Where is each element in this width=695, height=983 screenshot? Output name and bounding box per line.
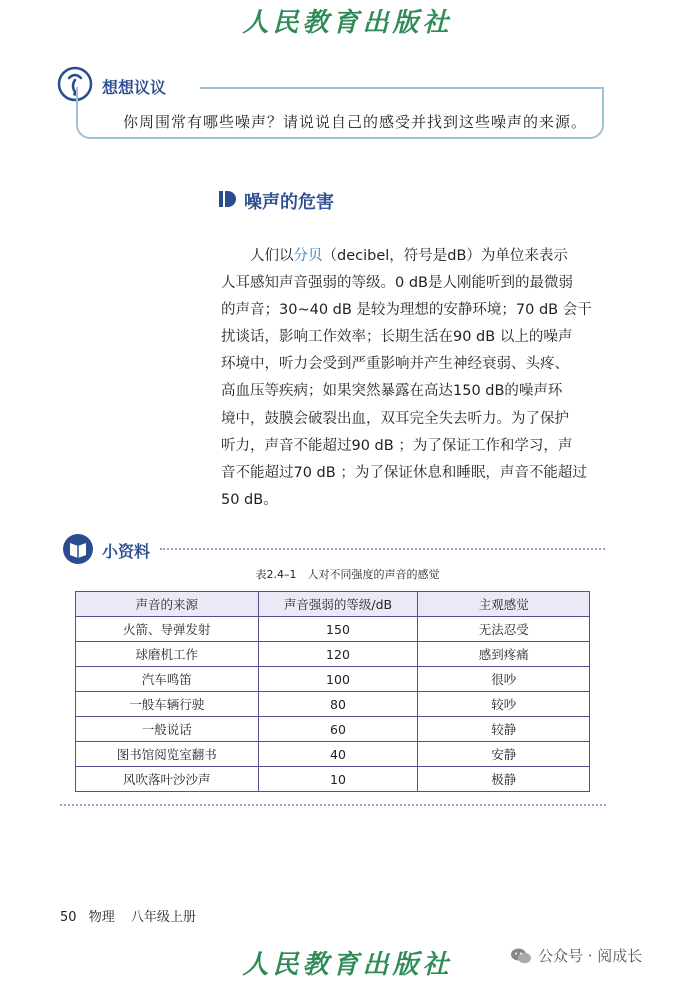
- paragraph-line: 50 dB。: [221, 491, 278, 508]
- column-header: 声音强弱的等级/dB: [258, 592, 418, 617]
- think-discuss-title: 想想议议: [102, 78, 167, 97]
- paragraph-text: 人们以: [250, 248, 294, 264]
- column-header: 主观感觉: [418, 592, 590, 617]
- table-cell: 感到疼痛: [418, 642, 590, 667]
- table-cell: 60: [258, 717, 418, 742]
- paragraph-line: 境中，鼓膜会破裂出血，双耳完全失去听力。为了保护: [221, 410, 569, 427]
- paragraph-line: 的声音；30~40 dB 是较为理想的安静环境；70 dB 会干: [221, 302, 592, 319]
- wechat-icon: [510, 947, 532, 965]
- table-row: [76, 717, 590, 742]
- paragraph-line: 高血压等疾病；如果突然暴露在高达150 dB的噪声环: [221, 383, 563, 400]
- info-title: 小资料: [102, 542, 151, 561]
- table-cell: 较吵: [418, 692, 590, 717]
- table-cell: 球磨机工作: [76, 642, 259, 667]
- column-header: 声音的来源: [76, 592, 259, 617]
- table-cell: 风吹落叶沙沙声: [76, 767, 259, 792]
- table-cell: 一般车辆行驶: [76, 692, 259, 717]
- book-icon: [61, 533, 95, 565]
- key-term-decibel: 分贝: [293, 248, 323, 264]
- paragraph-line: 环境中，听力会受到严重影响并产生神经衰弱、头疼、: [221, 356, 569, 373]
- table-cell: 10: [258, 767, 418, 792]
- paragraph-line: 人耳感知声音强弱的等级。0 dB是人刚能听到的最微弱: [221, 275, 573, 292]
- watermark: [510, 945, 642, 966]
- grade-label: 八年级上册: [130, 910, 196, 925]
- paragraph-line: 音不能超过70 dB ；为了保证休息和睡眠，声音不能超过: [221, 464, 587, 481]
- table-row: [76, 642, 590, 667]
- dotted-divider: [60, 804, 606, 806]
- paragraph-line: 听力，声音不能超过90 dB ；为了保证工作和学习，声: [221, 437, 573, 454]
- table-row: [76, 742, 590, 767]
- page-number: 50: [60, 910, 77, 925]
- subject-name: 物理: [88, 910, 115, 925]
- table-cell: 汽车鸣笛: [76, 667, 259, 692]
- noise-harm-paragraph: [221, 243, 605, 514]
- page-footer: [60, 906, 196, 925]
- paragraph-text: （decibel，符号是dB）为单位来表示: [322, 248, 568, 264]
- table-cell: 40: [258, 742, 418, 767]
- table-row: [76, 667, 590, 692]
- table-row: [76, 692, 590, 717]
- table-cell: 80: [258, 692, 418, 717]
- think-discuss-question: 你周围常有哪些噪声？请说说自己的感受并找到这些噪声的来源。: [123, 113, 588, 131]
- table-header-row: [76, 592, 590, 617]
- section-title: 噪声的危害: [244, 192, 334, 213]
- watermark-text: 公众号 · 阅成长: [538, 947, 643, 965]
- table-cell: 一般说话: [76, 717, 259, 742]
- table-cell: 150: [258, 617, 418, 642]
- table-cell: 较静: [418, 717, 590, 742]
- section-marker-icon: [219, 190, 237, 208]
- dotted-divider: [160, 548, 605, 550]
- table-cell: 很吵: [418, 667, 590, 692]
- table-cell: 火箭、导弹发射: [76, 617, 259, 642]
- table-row: [76, 617, 590, 642]
- table-cell: 图书馆阅览室翻书: [76, 742, 259, 767]
- sound-intensity-table: [75, 591, 590, 792]
- table-row: [76, 767, 590, 792]
- paragraph-line: [221, 243, 605, 270]
- table-cell: 100: [258, 667, 418, 692]
- publisher-logo-footer: 人民教育出版社: [242, 950, 453, 980]
- table-cell: 极静: [418, 767, 590, 792]
- table-caption: 表2.4–1 人对不同强度的声音的感觉: [255, 568, 440, 581]
- paragraph-line: 扰谈话，影响工作效率；长期生活在90 dB 以上的噪声: [221, 329, 573, 346]
- publisher-logo-header: 人民教育出版社: [242, 8, 453, 38]
- table-cell: 安静: [418, 742, 590, 767]
- table-cell: 无法忍受: [418, 617, 590, 642]
- table-cell: 120: [258, 642, 418, 667]
